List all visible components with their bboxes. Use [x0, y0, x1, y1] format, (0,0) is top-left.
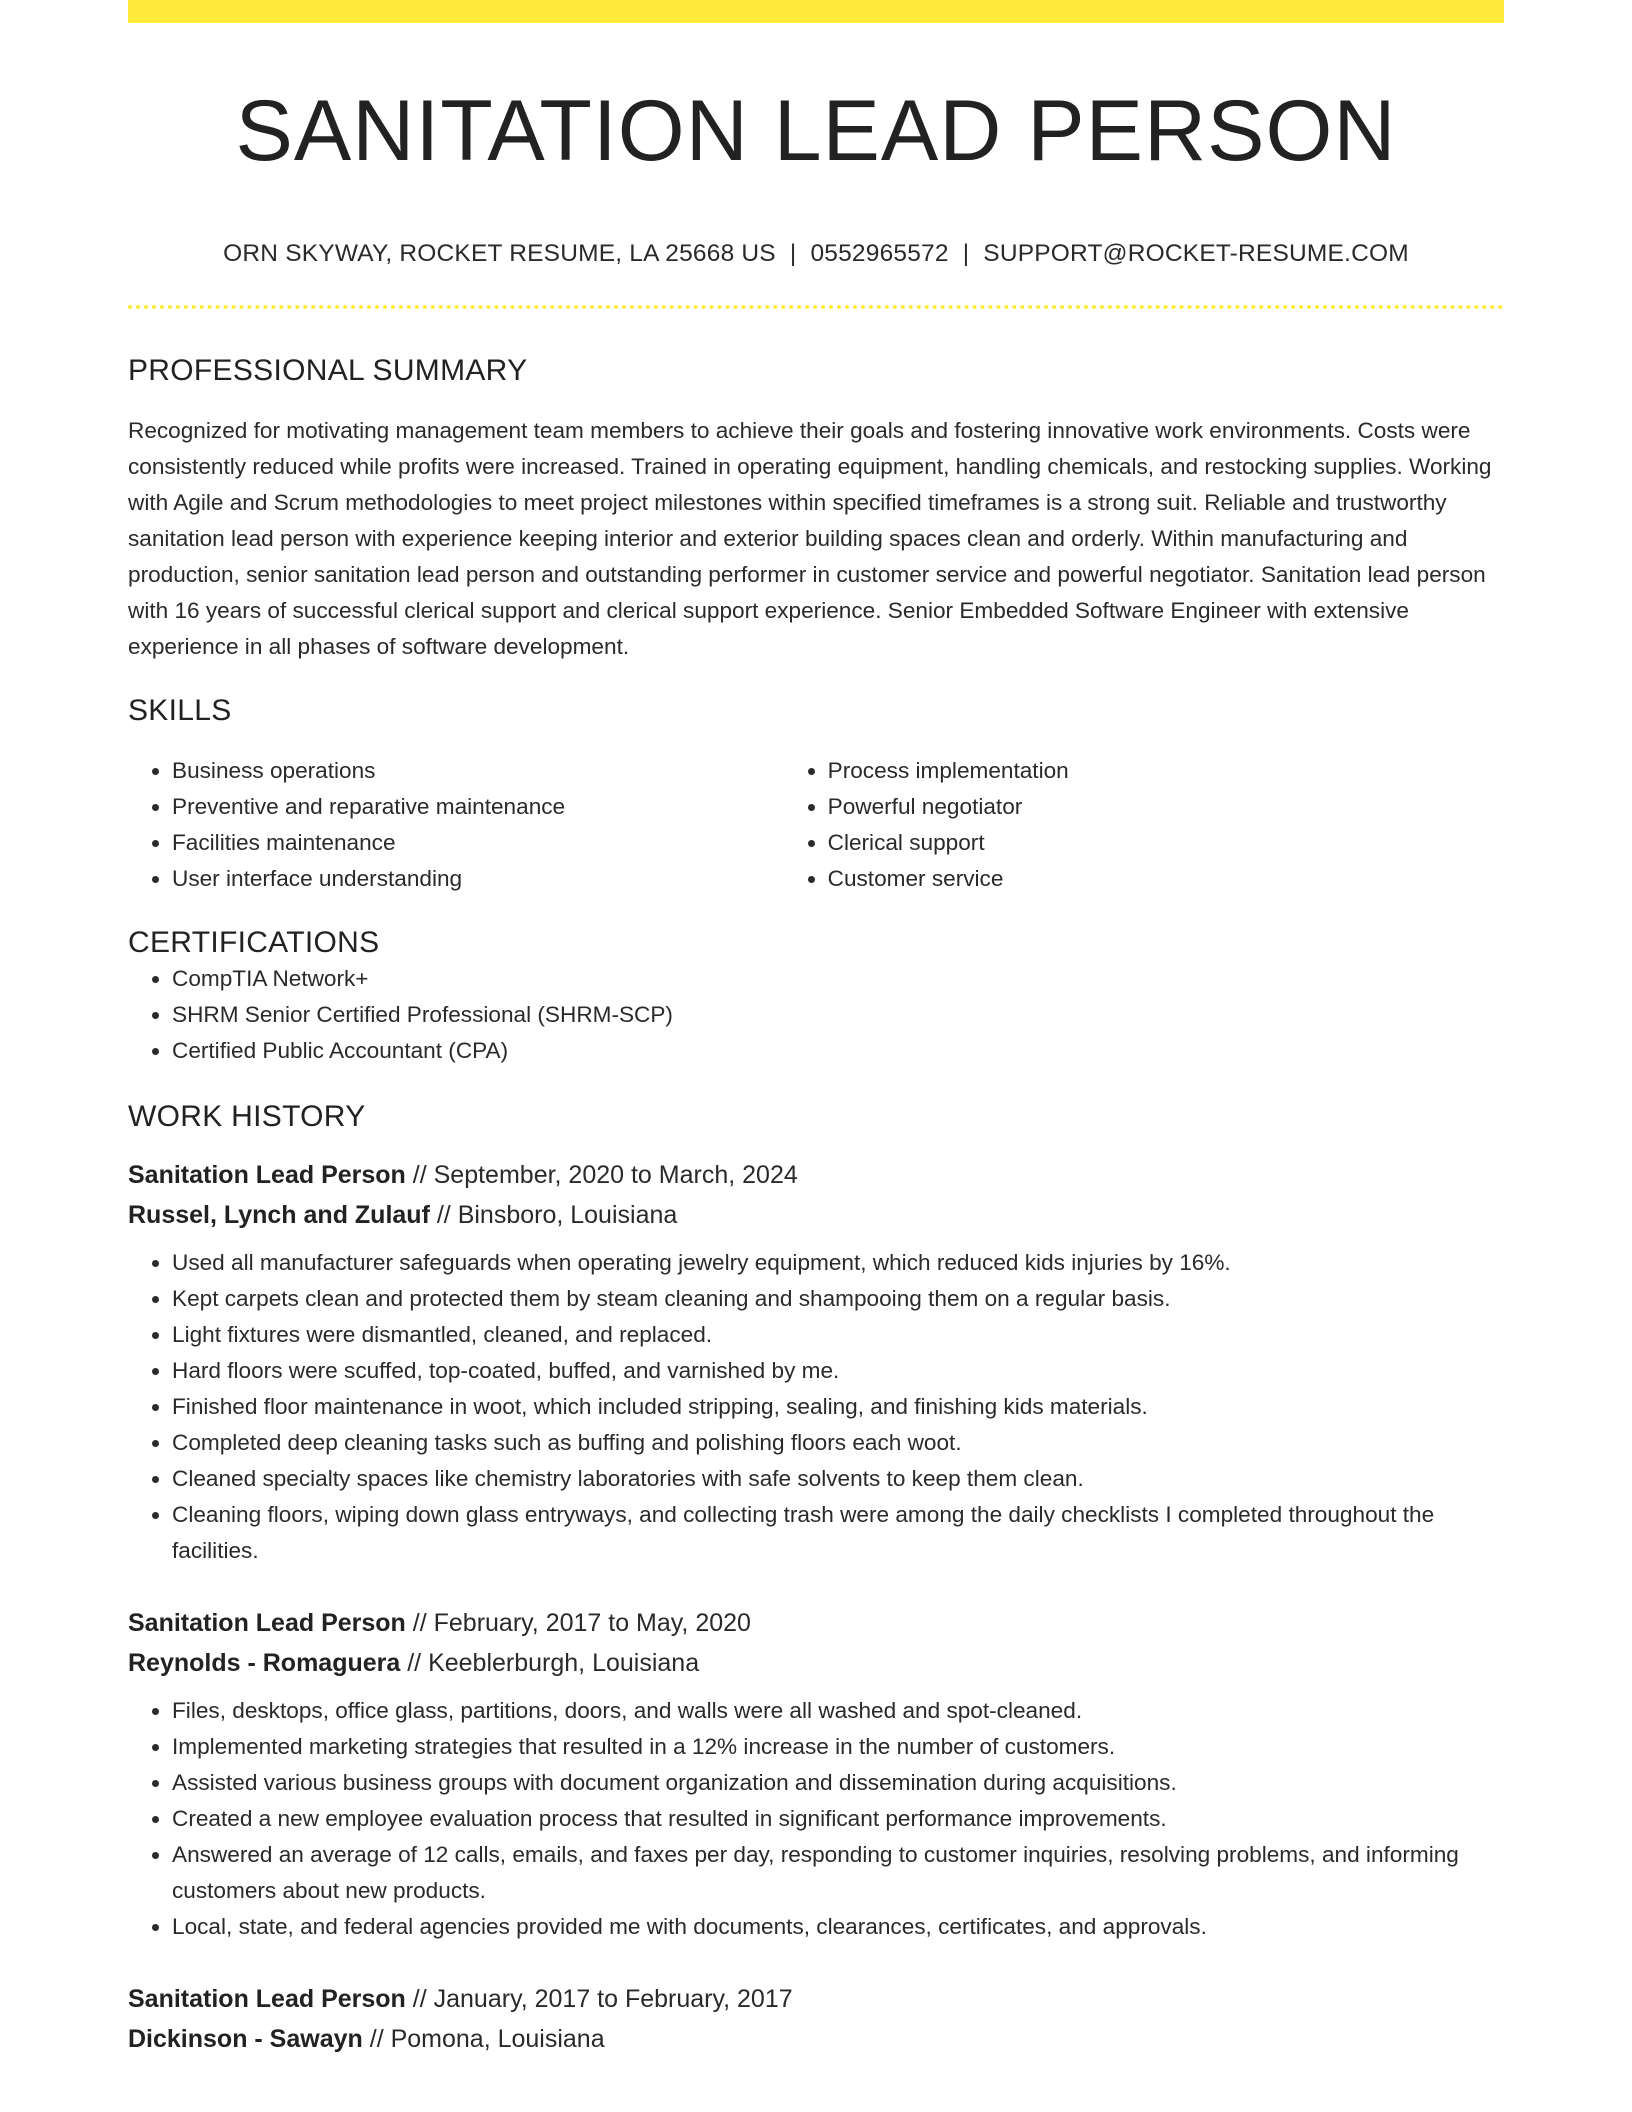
job-bullet: • Completed deep cleaning tasks such as buffing and polishing floors each woot. [172, 1425, 1504, 1461]
job-company: Russel, Lynch and Zulauf [128, 1201, 430, 1229]
job-dates: // September, 2020 to March, 2024 [405, 1161, 798, 1189]
skill-item: • Facilities maintenance [172, 825, 784, 861]
job-company-line [128, 2019, 1504, 2059]
job-location: // Pomona, Louisiana [362, 2025, 605, 2053]
job-entry [128, 1155, 1504, 1569]
job-title-line [128, 1155, 1504, 1195]
job-company-line [128, 1195, 1504, 1235]
job-role: Sanitation Lead Person [128, 1609, 406, 1637]
skills-list [128, 753, 1504, 897]
certifications-list [128, 961, 1504, 1069]
job-bullet: • Cleaning floors, wiping down glass entryways, and collecting trash were among the daily checklists I completed throughout the facilities. [172, 1497, 1504, 1569]
dotted-divider [128, 305, 1504, 309]
contact-separator: | [789, 240, 797, 267]
certification-item: • CompTIA Network+ [172, 961, 1504, 997]
job-title-line [128, 1979, 1504, 2019]
job-bullet: • Used all manufacturer safeguards when operating jewelry equipment, which reduced kids injuries by 16%. [172, 1245, 1504, 1281]
skill-item: • Preventive and reparative maintenance [172, 789, 784, 825]
skills-heading: SKILLS [128, 694, 232, 727]
skills-column-right [784, 753, 1504, 897]
job-title-line [128, 1603, 1504, 1643]
job-entry [128, 1979, 1504, 2059]
job-bullet: • Hard floors were scuffed, top-coated, buffed, and varnished by me. [172, 1353, 1504, 1389]
certifications-heading: CERTIFICATIONS [128, 926, 380, 959]
work-history-heading: WORK HISTORY [128, 1100, 366, 1133]
job-company: Reynolds - Romaguera [128, 1649, 401, 1677]
job-bullet: • Files, desktops, office glass, partitions, doors, and walls were all washed and spot-cleaned. [172, 1693, 1504, 1729]
job-entry [128, 1603, 1504, 1945]
skills-column-left [128, 753, 784, 897]
summary-text: Recognized for motivating management team members to achieve their goals and fostering innovative work environments. Costs were consistently reduced while profits were increased. Trained in operating equipment, handling chemicals, and restocking supplies. Working with Agile and Scrum methodologies to meet project milestones within specified timeframes is a strong suit. Reliable and trustworthy sanitation lead person with experience keeping interior and exterior building spaces clean and orderly. Within manufacturing and production, senior sanitation lead person and outstanding performer in customer service and powerful negotiator. Sanitation lead person with 16 years of successful clerical support and clerical support experience. Senior Embedded Software Engineer with extensive experience in all phases of software development. [128, 418, 1492, 659]
skill-item: • Powerful negotiator [828, 789, 1504, 825]
contact-line [128, 239, 1504, 269]
job-role: Sanitation Lead Person [128, 1161, 406, 1189]
contact-phone: 0552965572 [810, 240, 949, 267]
certification-item: • Certified Public Accountant (CPA) [172, 1033, 1504, 1069]
job-location: // Keeblerburgh, Louisiana [400, 1649, 700, 1677]
job-dates: // January, 2017 to February, 2017 [405, 1985, 793, 2013]
job-company-line [128, 1643, 1504, 1683]
contact-address: ORN SKYWAY, ROCKET RESUME, LA 25668 US [223, 240, 776, 267]
skill-item: • Process implementation [828, 753, 1504, 789]
resume-name: SANITATION LEAD PERSON [235, 83, 1397, 179]
job-company: Dickinson - Sawayn [128, 2025, 363, 2053]
resume-page [128, 0, 1504, 2059]
summary-heading: PROFESSIONAL SUMMARY [128, 354, 528, 387]
contact-separator: | [962, 240, 970, 267]
job-bullet: • Implemented marketing strategies that resulted in a 12% increase in the number of customers. [172, 1729, 1504, 1765]
certification-item: • SHRM Senior Certified Professional (SHRM-SCP) [172, 997, 1504, 1033]
skill-item: • Customer service [828, 861, 1504, 897]
job-bullet: • Cleaned specialty spaces like chemistry laboratories with safe solvents to keep them clean. [172, 1461, 1504, 1497]
job-role: Sanitation Lead Person [128, 1985, 406, 2013]
skill-item: • User interface understanding [172, 861, 784, 897]
job-bullet: • Answered an average of 12 calls, emails, and faxes per day, responding to customer inquiries, resolving problems, and informing customers about new products. [172, 1837, 1504, 1909]
job-bullet: • Created a new employee evaluation process that resulted in significant performance improvements. [172, 1801, 1504, 1837]
skill-item: • Clerical support [828, 825, 1504, 861]
job-bullet: • Assisted various business groups with document organization and dissemination during acquisitions. [172, 1765, 1504, 1801]
job-bullet: • Light fixtures were dismantled, cleaned, and replaced. [172, 1317, 1504, 1353]
job-dates: // February, 2017 to May, 2020 [405, 1609, 751, 1637]
contact-email: SUPPORT@ROCKET-RESUME.COM [983, 240, 1409, 267]
job-bullet: • Local, state, and federal agencies provided me with documents, clearances, certificates, and approvals. [172, 1909, 1504, 1945]
job-bullets [128, 1693, 1504, 1945]
job-bullet: • Kept carpets clean and protected them by steam cleaning and shampooing them on a regular basis. [172, 1281, 1504, 1317]
job-bullet: • Finished floor maintenance in woot, which included stripping, sealing, and finishing kids materials. [172, 1389, 1504, 1425]
skill-item: • Business operations [172, 753, 784, 789]
job-location: // Binsboro, Louisiana [429, 1201, 678, 1229]
job-bullets [128, 1245, 1504, 1569]
accent-top-bar [128, 0, 1504, 23]
